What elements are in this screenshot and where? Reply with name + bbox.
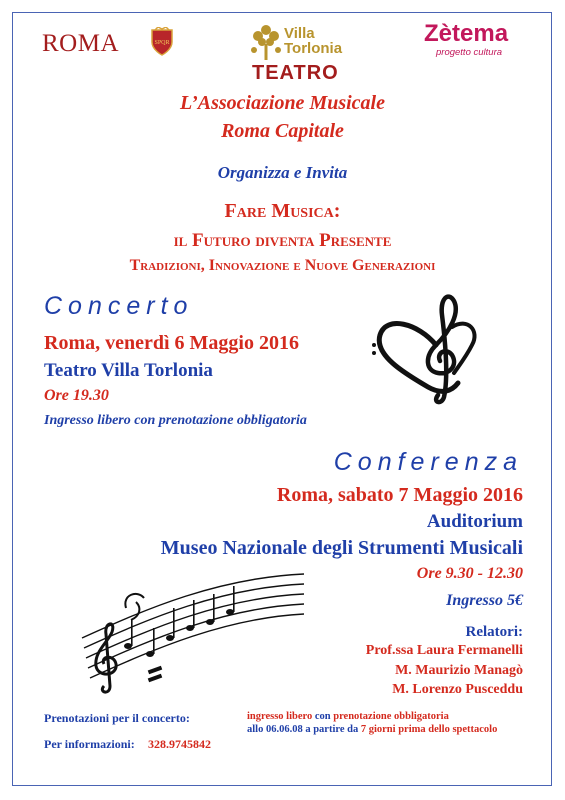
speaker-1: Prof.ssa Laura Fermanelli [365, 643, 523, 658]
zetema-label: Zètema [424, 20, 509, 47]
treble-clef-heart-icon [372, 287, 484, 407]
conferenza-time: Ore 9.30 - 12.30 [416, 565, 523, 582]
concerto-date: Roma, venerdì 6 Maggio 2016 [44, 332, 299, 354]
music-staff-notes-icon [78, 568, 306, 698]
conferenza-heading: Conferenza [333, 448, 523, 476]
speaker-3: M. Lorenzo Pusceddu [392, 682, 523, 697]
invite-text: Organizza e Invita [217, 163, 348, 182]
info-label: Per informazioni: [44, 737, 135, 751]
concerto-time: Ore 19.30 [44, 387, 109, 404]
booking-connector: con [312, 711, 334, 722]
booking-label: Prenotazioni per il concerto: [44, 711, 190, 725]
association-name-line2: Roma Capitale [221, 120, 344, 142]
event-title-line2: il Futuro diventa Presente [173, 230, 392, 251]
booking-details-line2 [247, 724, 497, 735]
svg-text:SPQR: SPQR [154, 40, 170, 46]
concerto-heading: Concerto [44, 292, 194, 320]
conferenza-entry: Ingresso 5€ [446, 592, 523, 609]
relatori-title: Relatori: [465, 624, 523, 640]
zetema-subtitle: progetto cultura [436, 47, 503, 58]
conferenza-date: Roma, sabato 7 Maggio 2016 [276, 484, 523, 506]
concerto-venue: Teatro Villa Torlonia [44, 360, 213, 381]
roma-logo-text: ROMA [42, 30, 120, 57]
concerto-entry: Ingresso libero con prenotazione obbligatoria [44, 413, 307, 428]
villa-torlonia-label: Villa Torlonia [284, 25, 343, 57]
booking-days-before: 7 giorni prima dello spettacolo [360, 724, 498, 735]
info-phone: 328.9745842 [148, 737, 211, 751]
event-title-line1: Fare Musica: [224, 200, 341, 222]
booking-required: prenotazione obbligatoria [333, 711, 449, 722]
speaker-2: M. Maurizio Managò [395, 663, 523, 678]
zetema-logo [424, 20, 529, 60]
conferenza-venue-line1: Auditorium [426, 511, 523, 532]
conferenza-venue-line2: Museo Nazionale degli Strumenti Musicali [160, 537, 523, 559]
villa-torlonia-logo [246, 20, 346, 84]
booking-phone-text: allo 06.06.08 a partire da [247, 724, 361, 735]
event-title-line3: Tradizioni, Innovazione e Nuove Generazioni [129, 257, 436, 274]
association-name-line1: L’Associazione Musicale [179, 92, 385, 114]
booking-details-line1 [247, 711, 449, 722]
booking-free-entry: ingresso libero [247, 711, 313, 722]
teatro-label: TEATRO [252, 62, 339, 84]
roma-shield-icon [150, 27, 174, 57]
